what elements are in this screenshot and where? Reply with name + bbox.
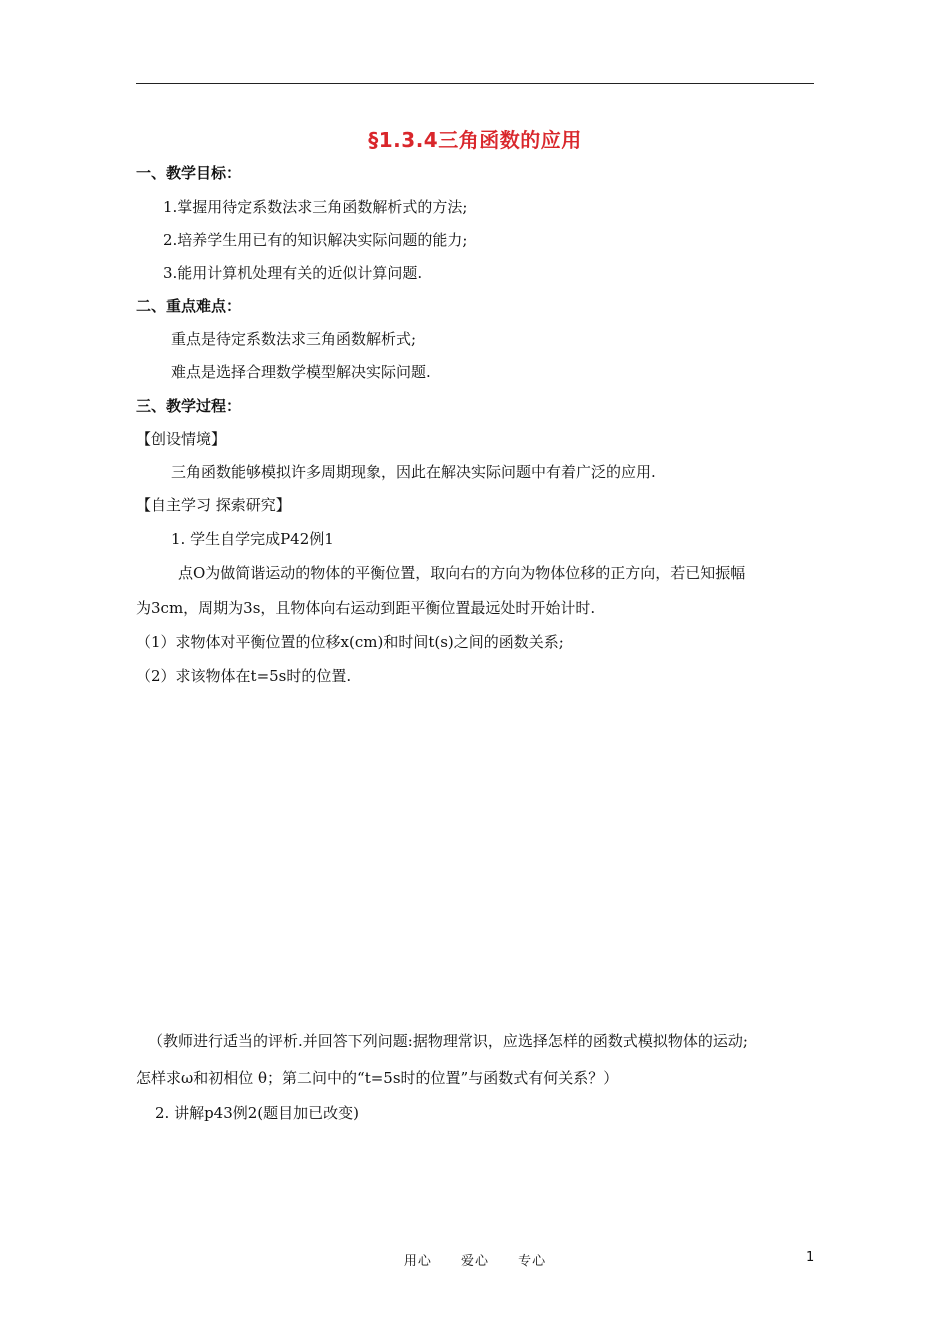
study-heading: 【自主学习 探索研究】	[136, 496, 291, 514]
study-item-1: 1. 学生自学完成P42例1	[171, 530, 334, 548]
goal-item-1: 1.掌握用待定系数法求三角函数解析式的方法;	[163, 198, 468, 216]
goal-item-3: 3.能用计算机处理有关的近似计算问题.	[163, 264, 423, 282]
problem-text-line-2: 为3cm，周期为3s，且物体向右运动到距平衡位置最远处时开始计时.	[136, 599, 596, 617]
key-point-1: 重点是待定系数法求三角函数解析式;	[171, 330, 417, 348]
question-1: （1）求物体对平衡位置的位移x(cm)和时间t(s)之间的函数关系;	[136, 633, 564, 651]
teacher-note-line-2: 怎样求ω和初相位 θ；第二问中的“t=5s时的位置”与函数式有何关系？）	[136, 1069, 619, 1087]
problem-text-line-1: 点O为做简谐运动的物体的平衡位置，取向右的方向为物体位移的正方向，若已知振幅	[178, 564, 746, 582]
goal-item-2: 2.培养学生用已有的知识解决实际问题的能力;	[163, 231, 468, 249]
study-item-2: 2. 讲解p43例2(题目加已改变)	[155, 1104, 360, 1122]
footer-word: 爱心	[460, 1254, 489, 1269]
key-point-2: 难点是选择合理数学模型解决实际问题.	[171, 363, 431, 381]
scenario-text: 三角函数能够模拟许多周期现象，因此在解决实际问题中有着广泛的应用.	[171, 463, 656, 481]
question-2: （2）求该物体在t=5s时的位置.	[136, 667, 352, 685]
header-rule	[136, 83, 814, 84]
document-title: §1.3.4三角函数的应用	[368, 128, 582, 152]
key-points-heading: 二、重点难点：	[136, 297, 242, 315]
goals-heading: 一、教学目标：	[136, 164, 242, 182]
scenario-heading: 【创设情境】	[136, 430, 227, 448]
teacher-note-line-1: （教师进行适当的评析.并回答下列问题:据物理常识，应选择怎样的函数式模拟物体的运动;	[148, 1032, 748, 1050]
footer-word: 用心	[403, 1254, 432, 1269]
footer-word: 专心	[518, 1254, 547, 1269]
page-number: 1	[806, 1250, 815, 1265]
process-heading: 三、教学过程：	[136, 397, 242, 415]
